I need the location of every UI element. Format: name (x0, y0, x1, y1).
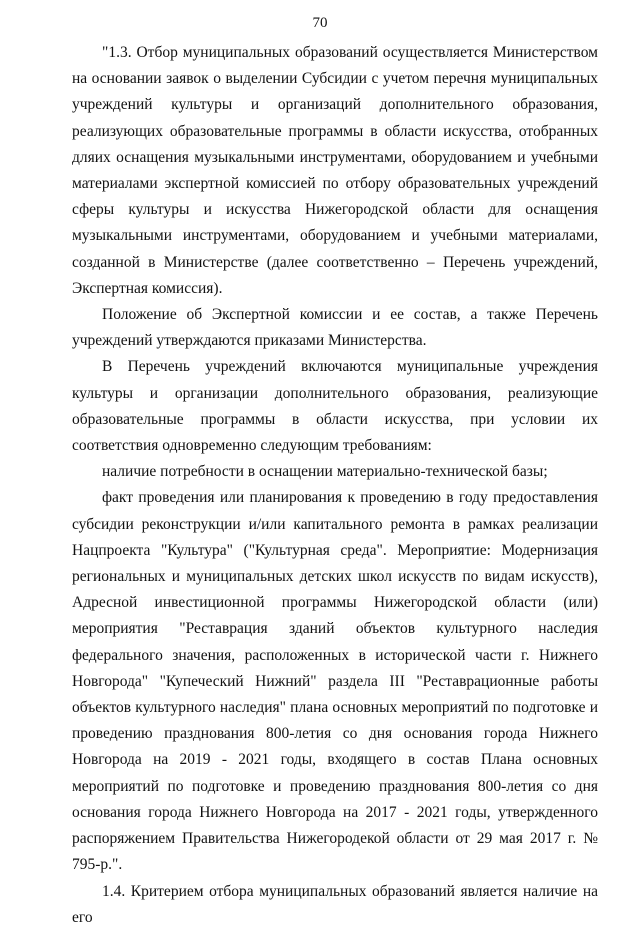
paragraph-requirement-1: наличие потребности в оснащении материально-технической базы; (102, 463, 548, 481)
paragraph-commission-regulation: Положение об Экспертной комиссии и ее состав, а также Перечень учреждений утверждаются приказами Министерства. (72, 306, 598, 350)
paragraph-requirement-2: факт проведения или планирования к проведению в году предоставления субсидии реконструкции и/или капитального ремонта в рамках реализации Нацпроекта "Культура" ("Культурная среда". Мероприятие: Модернизация региональных и муниципальных детских школ искусств по видам искусств), Адресной инвестиционной программы Нижегородской области (или) мероприятия "Реставрация зданий объектов культурного наследия федерального значения, расположенных в исторической части г. Нижнего Новгорода" "Купеческий Нижний" раздела III "Реставрационные работы объектов культурного наследия" плана основных мероприятий по подготовке и проведению празднования 800-летия со дня основания города Нижнего Новгорода на 2019 - 2021 годы, входящего в состав Плана основных мероприятий по подготовке и проведению празднования 800-летия со дня основания города Нижнего Новгорода на 2017 - 2021 годы, утвержденного распоряжением Правительства Нижегородекой области от 29 мая 2017 г. № 795-р.". (72, 489, 598, 874)
body-text (72, 40, 598, 931)
paragraph-institutions-list: В Перечень учреждений включаются муниципальные учреждения культуры и организации дополнительного образования, реализующие образовательные программы в области искусства, при условии их соответствия одновременно следующим требованиям: (72, 358, 598, 455)
page-number: 70 (312, 15, 328, 31)
paragraph-1-4: 1.4. Критерием отбора муниципальных образований является наличие на его (72, 882, 598, 926)
paragraph-1-3: "1.3. Отбор муниципальных образований осуществляется Министерством на основании заявок о выделении Субсидии с учетом перечня муниципальных учреждений культуры и организаций дополнительного образования, реализующих образовательные программы в области искусства, отобранных дляих оснащения музыкальными инструментами, оборудованием и учебными материалами экспертной комиссией по отбору образовательных учреждений сферы культуры и искусства Нижегородской области для оснащения музыкальными инструментами, оборудованием и учебными материалами, созданной в Министерстве (далее соответственно – Перечень учреждений, Экспертная комиссия). (72, 44, 598, 297)
